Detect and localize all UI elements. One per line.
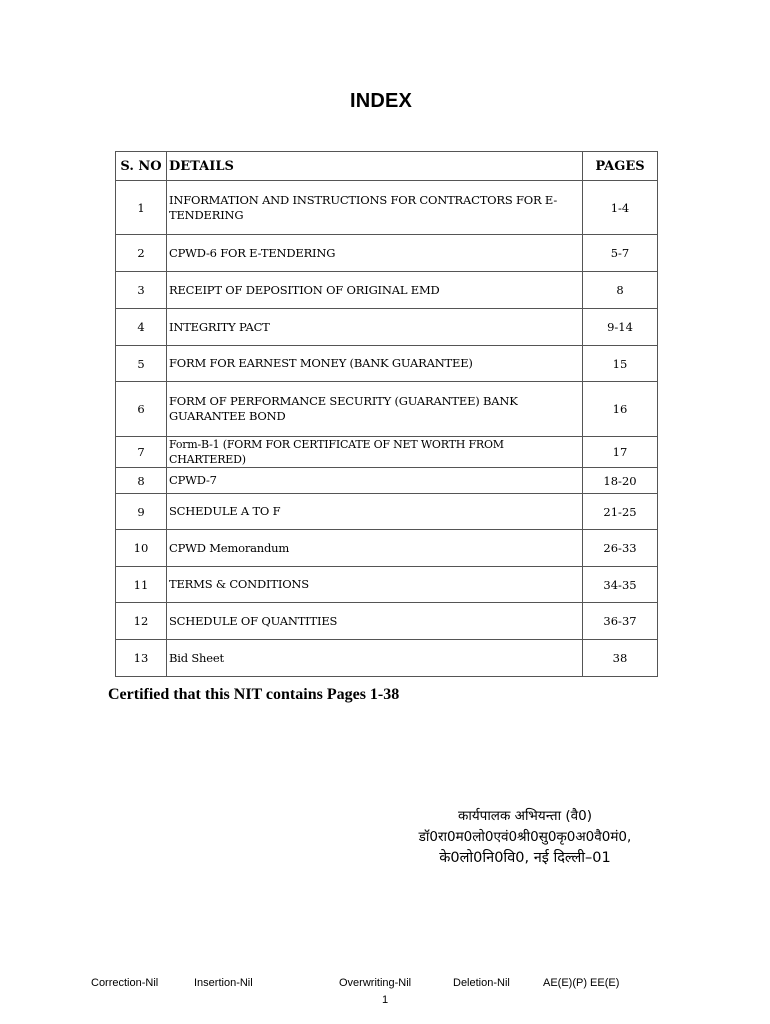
footer-signatories: AE(E)(P) EE(E)	[543, 977, 620, 989]
row-sno: 12	[116, 603, 167, 640]
page-title: INDEX	[349, 90, 413, 112]
row-pages: 1-4	[583, 181, 658, 235]
footer-correction: Correction-Nil	[91, 977, 159, 989]
signature-designation: कार्यपालक अभियन्ता (वै0)	[457, 808, 593, 824]
table-row	[116, 530, 658, 567]
table-row	[116, 272, 658, 309]
header-pages: PAGES	[583, 152, 658, 181]
row-details: SCHEDULE OF QUANTITIES	[167, 603, 583, 640]
row-pages: 17	[583, 437, 658, 468]
row-sno: 2	[116, 235, 167, 272]
table-row	[116, 181, 658, 235]
row-sno: 7	[116, 437, 167, 468]
row-sno: 9	[116, 494, 167, 530]
row-details: CPWD-7	[167, 468, 583, 494]
row-details: RECEIPT OF DEPOSITION OF ORIGINAL EMD	[167, 272, 583, 309]
table-row	[116, 437, 658, 468]
row-sno: 5	[116, 346, 167, 382]
row-sno: 11	[116, 567, 167, 603]
row-pages: 5-7	[583, 235, 658, 272]
footer-insertion: Insertion-Nil	[194, 977, 253, 989]
row-sno: 6	[116, 382, 167, 437]
row-details: SCHEDULE A TO F	[167, 494, 583, 530]
table-row	[116, 346, 658, 382]
table-row	[116, 567, 658, 603]
row-pages: 38	[583, 640, 658, 677]
table-row	[116, 640, 658, 677]
row-sno: 8	[116, 468, 167, 494]
signature-block	[410, 806, 640, 869]
row-sno: 10	[116, 530, 167, 567]
table-header-row	[116, 152, 658, 181]
header-details: DETAILS	[167, 152, 583, 181]
index-table	[115, 151, 658, 677]
row-sno: 3	[116, 272, 167, 309]
row-pages: 34-35	[583, 567, 658, 603]
row-sno: 1	[116, 181, 167, 235]
footer-overwriting: Overwriting-Nil	[339, 977, 412, 989]
table-row	[116, 603, 658, 640]
row-pages: 21-25	[583, 494, 658, 530]
row-sno: 4	[116, 309, 167, 346]
row-details: CPWD Memorandum	[167, 530, 583, 567]
row-pages: 18-20	[583, 468, 658, 494]
footer-deletion: Deletion-Nil	[453, 977, 510, 989]
row-details: Bid Sheet	[167, 640, 583, 677]
row-pages: 36-37	[583, 603, 658, 640]
row-sno: 13	[116, 640, 167, 677]
table-row	[116, 235, 658, 272]
row-details: Form-B-1 (FORM FOR CERTIFICATE OF NET WORTH FROM CHARTERED)	[167, 437, 583, 468]
row-details: FORM OF PERFORMANCE SECURITY (GUARANTEE) BANK GUARANTEE BOND	[167, 382, 583, 437]
signature-department: डॉ0रा0म0लो0एवं0श्री0सु0कृ0अ0वै0मं0,	[418, 829, 632, 845]
row-details: TERMS & CONDITIONS	[167, 567, 583, 603]
row-details: FORM FOR EARNEST MONEY (BANK GUARANTEE)	[167, 346, 583, 382]
row-details: INTEGRITY PACT	[167, 309, 583, 346]
table-row	[116, 382, 658, 437]
table-row	[116, 494, 658, 530]
table-row	[116, 468, 658, 494]
page-number: 1	[381, 994, 389, 1006]
row-pages: 16	[583, 382, 658, 437]
row-pages: 9-14	[583, 309, 658, 346]
certified-statement: Certified that this NIT contains Pages 1-38	[108, 686, 400, 703]
row-pages: 15	[583, 346, 658, 382]
row-details: INFORMATION AND INSTRUCTIONS FOR CONTRACTORS FOR E-TENDERING	[167, 181, 583, 235]
row-pages: 26-33	[583, 530, 658, 567]
row-details: CPWD-6 FOR E-TENDERING	[167, 235, 583, 272]
table-row	[116, 309, 658, 346]
signature-location: के0लो0नि0वि0, नई दिल्ली–01	[439, 850, 611, 866]
header-sno: S. NO	[116, 152, 167, 181]
row-pages: 8	[583, 272, 658, 309]
